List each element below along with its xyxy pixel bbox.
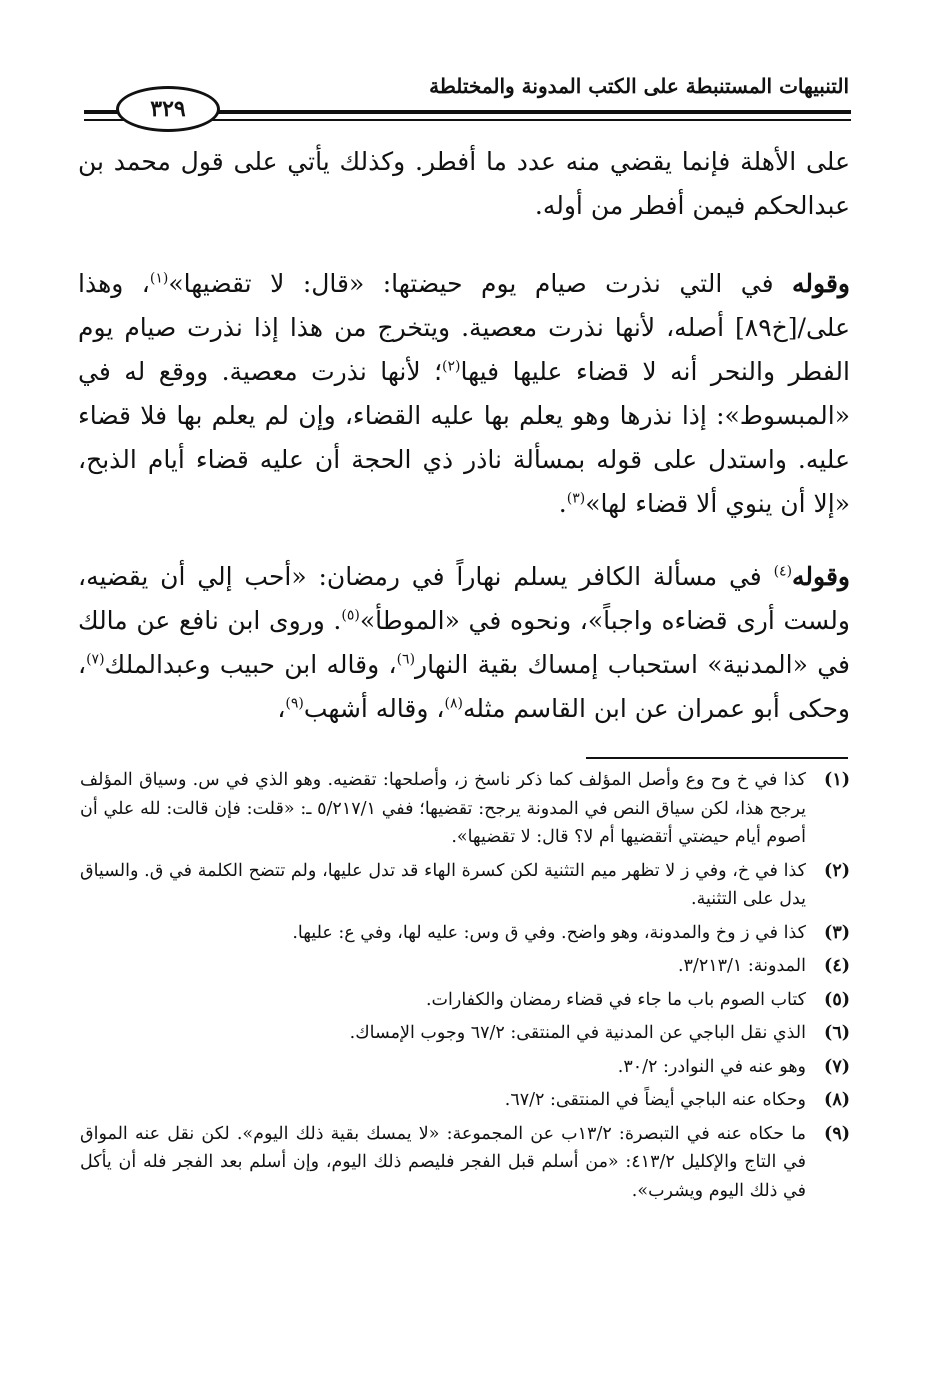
footnote-number: (٧)	[824, 1056, 850, 1077]
footnote-4	[80, 952, 850, 981]
footnote-ref[interactable]: (٩)	[285, 695, 304, 712]
footnote-number: (٤)	[824, 956, 850, 976]
paragraph-text: ، وقاله أشهب	[303, 694, 445, 723]
paragraph-text: ، وحكى أبو عمران عن ابن القاسم مثله	[78, 650, 850, 723]
footnote-text: الذي نقل الباجي عن المدنية في المنتقى: ٦٧/٢ وجوب الإمساك.	[349, 1023, 806, 1043]
footnote-text: كتاب الصوم باب ما جاء في قضاء رمضان والكفارات.	[425, 989, 806, 1010]
footnote-9	[80, 1120, 850, 1206]
footnote-number: (١)	[824, 770, 850, 790]
footnotes	[80, 766, 850, 1205]
footnote-number: (٦)	[824, 1023, 850, 1043]
paragraph-text: ؛ لأنها نذرت معصية. ووقع له في «المبسوط»: إذا نذرها وهو يعلم بها عليه القضاء، وإن لم يعلم بها فلا قضاء عليه. واستدل على قوله بمسألة ناذر ذي الحجة أن عليه قضاء أيام الذبح، «إلا أن ينوي ألا قضاء لها»	[78, 357, 850, 518]
paragraph-text: في مسألة الكافر يسلم نهاراً في رمضان: «أحب إلي أن يقضيه، ولست أرى قضاءه واجباً»، ونحوه في «الموطأ»	[78, 562, 850, 635]
footnote-ref[interactable]: (٧)	[86, 651, 105, 668]
paragraph-text: .	[558, 489, 567, 518]
footnote-text: كذا في خ وح وع وأصل المؤلف كما ذكر ناسخ ز، وأصلحها: تقضيه. وهو الذي في س. وسياق المؤلف يرجح هذا، لكن سياق النص في المدونة يرجح: تقضيها؛ ففي ٥/٢١٧/١ ـ: «قلت: فإن قالت: لله علي أن أصوم أيام حيضتي أتقضيها أم لا؟ قال: لا تقضيها».	[80, 770, 806, 847]
footnote-3	[80, 919, 850, 948]
footnote-6	[80, 1019, 850, 1048]
footnote-ref[interactable]: (٣)	[566, 490, 586, 507]
footnote-number: (٨)	[824, 1090, 850, 1110]
running-header-title: التنبيهات المستنبطة على الكتب المدونة والمختلطة	[429, 74, 849, 98]
paragraph-text: في التي نذرت صيام يوم حيضتها: «قال: لا تقضيها»	[168, 269, 793, 298]
paragraph-text: ، وهذا على/[خ٨٩] أصله، لأنها نذرت معصية. ويتخرج من هذا إذا نذرت صيام يوم الفطر والنحر أنه لا قضاء عليها فيها	[78, 269, 850, 386]
footnote-1	[80, 766, 850, 852]
footnote-text: وحكاه عنه الباجي أيضاً في المنتقى: ٦٧/٢.	[504, 1090, 806, 1110]
paragraph-text: ،	[277, 694, 286, 723]
paragraph-lead-word: وقوله	[792, 269, 850, 298]
paragraph-text: . وروى ابن نافع عن مالك في «المدنية» استحباب إمساك بقية النهار	[78, 606, 850, 679]
footnote-ref[interactable]: (٦)	[396, 651, 416, 668]
footnote-ref[interactable]: (٨)	[444, 695, 463, 712]
footnote-separator	[586, 757, 848, 759]
footnote-number: (٣)	[824, 922, 850, 943]
footnote-number: (٩)	[824, 1123, 850, 1144]
footnote-ref[interactable]: (٥)	[341, 607, 360, 624]
paragraph-text: ، وقاله ابن حبيب وعبدالملك	[104, 650, 397, 679]
body-paragraph-2	[78, 262, 850, 526]
footnote-ref[interactable]: (١)	[149, 270, 169, 287]
footnote-number: (٢)	[824, 860, 850, 881]
paragraph-lead-word: وقوله	[792, 562, 850, 591]
footnote-5	[80, 986, 850, 1015]
footnote-text: ما حكاه عنه في التبصرة: ١٣/٢ب عن المجموعة: «لا يمسك بقية ذلك اليوم». لكن نقل عنه المواق في التاج والإكليل ٤١٣/٢: «من أسلم قبل الفجر فليصم ذلك اليوم، وإن أسلم بعد الفجر فله أن يأكل في ذلك اليوم ويشرب».	[80, 1123, 806, 1201]
footnote-text: كذا في ز وخ والمدونة، وهو واضح. وفي ق وس: عليه لها، وفي ع: عليها.	[292, 922, 806, 943]
footnote-text: كذا في خ، وفي ز لا تظهر ميم التثنية لكن كسرة الهاء قد تدل عليها، ولم تتضح الكلمة في ق. والسياق يدل على التثنية.	[80, 860, 806, 909]
paragraph-text: على الأهلة فإنما يقضي منه عدد ما أفطر. وكذلك يأتي على قول محمد بن عبدالحكم فيمن أفطر من أوله.	[78, 147, 850, 220]
body-paragraph-1	[78, 140, 850, 228]
footnote-number: (٥)	[824, 989, 850, 1010]
body-paragraph-3	[78, 555, 850, 731]
footnote-2	[80, 857, 850, 914]
footnote-ref[interactable]: (٢)	[442, 358, 461, 375]
footnote-8	[80, 1086, 850, 1115]
footnote-text: وهو عنه في النوادر: ٣٠/٢.	[617, 1056, 806, 1077]
footnote-ref[interactable]: (٤)	[773, 563, 793, 580]
footnote-text: المدونة: ٣/٢١٣/١.	[677, 956, 806, 976]
page-number: ٣٢٩	[116, 86, 220, 132]
footnote-7	[80, 1053, 850, 1082]
